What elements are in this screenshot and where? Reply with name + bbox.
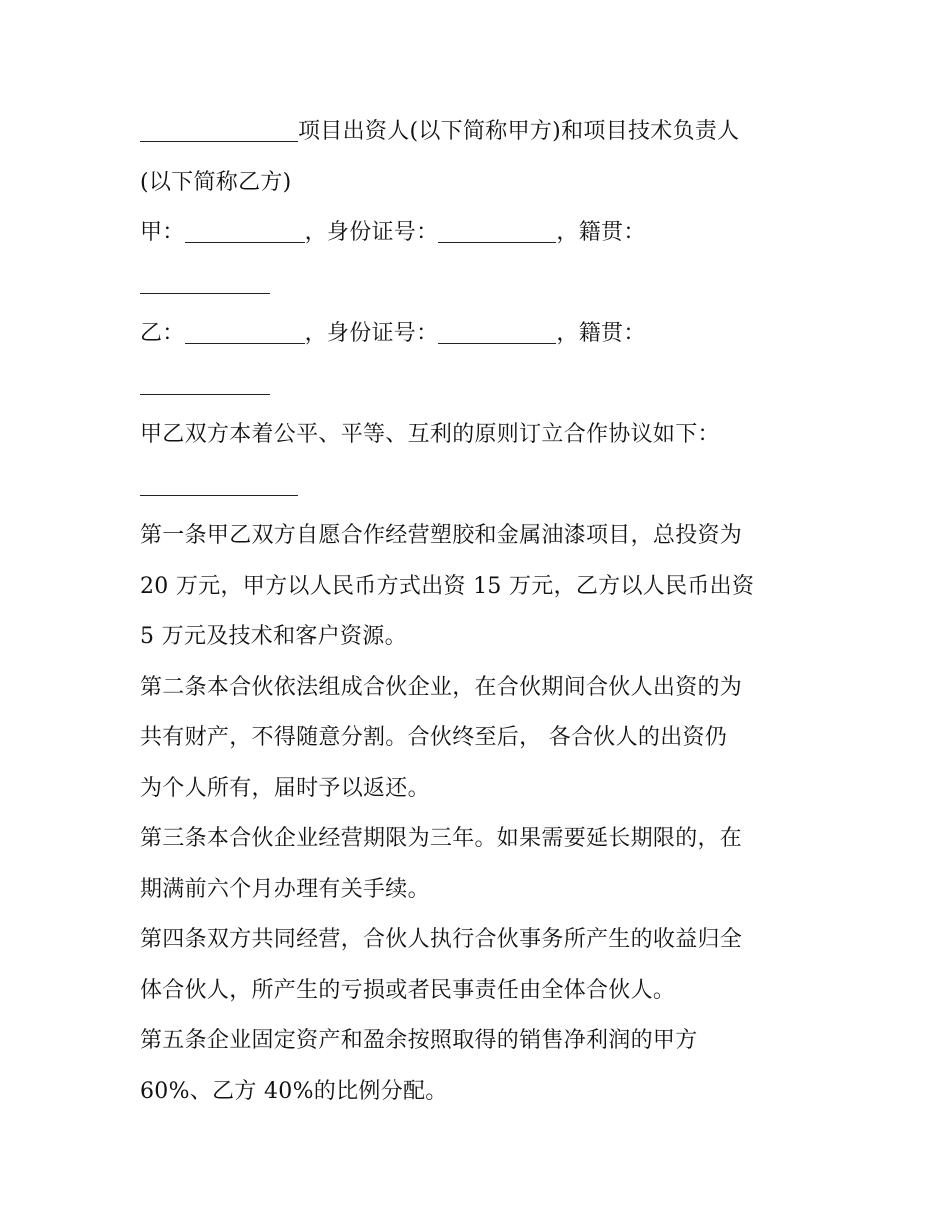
party-a-name-blank bbox=[185, 212, 305, 243]
party-a-id-label: ，身份证号： bbox=[304, 220, 439, 245]
article-4-line bbox=[140, 915, 830, 966]
intro-line-1 bbox=[140, 107, 830, 158]
intro-text-cont: (以下简称乙方) bbox=[140, 169, 292, 195]
article-3-text: 第三条本合伙企业经营期限为三年。如果需要延长期限的，在 bbox=[140, 826, 743, 851]
intro-text: 项目出资人(以下简称甲方)和项目技术负责人 bbox=[298, 119, 740, 144]
party-b-origin-blank bbox=[140, 364, 270, 395]
party-b-id-label: ，身份证号： bbox=[304, 321, 439, 346]
agreement-intro: 甲乙双方本着公平、平等、互利的原则订立合作协议如下： bbox=[140, 422, 720, 447]
article-2-line bbox=[140, 713, 830, 764]
intro-line-2 bbox=[140, 158, 830, 209]
article-2-text: 第二条本合伙依法组成合伙企业，在合伙期间合伙人出资的为 bbox=[140, 674, 743, 700]
article-5-text: 第五条企业固定资产和盈余按照取得的销售净利润的甲方 bbox=[140, 1028, 698, 1053]
article-4-line bbox=[140, 966, 830, 1017]
party-a-line bbox=[140, 208, 830, 259]
party-a-origin-line bbox=[140, 259, 830, 310]
article-5-line bbox=[140, 1067, 830, 1118]
article-2-text: 共有财产，不得随意分割。合伙终至后， 各合伙人的出资仍 bbox=[140, 725, 728, 750]
article-2-text: 为个人所有，届时予以返还。 bbox=[140, 775, 430, 801]
article-3-text: 期满前六个月办理有关手续。 bbox=[140, 876, 430, 902]
document-body bbox=[140, 107, 830, 1117]
article-2-line bbox=[140, 764, 830, 815]
article-1-text: 第一条甲乙双方自愿合作经营塑胶和金属油漆项目，总投资为 bbox=[140, 523, 743, 548]
article-3-line bbox=[140, 865, 830, 916]
party-b-label: 乙： bbox=[140, 321, 185, 346]
article-5-line bbox=[140, 1016, 830, 1067]
article-2-line bbox=[140, 663, 830, 714]
party-a-label: 甲： bbox=[140, 220, 185, 245]
article-4-text: 体合伙人，所产生的亏损或者民事责任由全体合伙人。 bbox=[140, 977, 676, 1003]
party-b-name-blank bbox=[185, 313, 305, 344]
agreement-intro-line bbox=[140, 410, 830, 461]
article-1-line bbox=[140, 511, 830, 562]
party-b-origin-label: ，籍贯： bbox=[556, 321, 646, 346]
party-a-origin-label: ，籍贯： bbox=[556, 220, 646, 245]
blank-line bbox=[140, 111, 298, 142]
article-1-text: 20 万元，甲方以人民币方式出资 15 万元，乙方以人民币出资 bbox=[140, 573, 755, 599]
party-b-origin-line bbox=[140, 360, 830, 411]
party-a-origin-blank bbox=[140, 263, 270, 294]
article-1-line bbox=[140, 612, 830, 663]
party-b-line bbox=[140, 309, 830, 360]
article-4-text: 第四条双方共同经营，合伙人执行合伙事务所产生的收益归全 bbox=[140, 927, 743, 952]
party-a-id-blank bbox=[438, 212, 556, 243]
article-5-text: 60%、乙方 40%的比例分配。 bbox=[140, 1078, 448, 1104]
article-1-line bbox=[140, 562, 830, 613]
article-3-line bbox=[140, 814, 830, 865]
agreement-blank bbox=[140, 465, 298, 496]
party-b-id-blank bbox=[438, 313, 556, 344]
agreement-intro-blank-line bbox=[140, 461, 830, 512]
article-1-text: 5 万元及技术和客户资源。 bbox=[140, 624, 407, 649]
